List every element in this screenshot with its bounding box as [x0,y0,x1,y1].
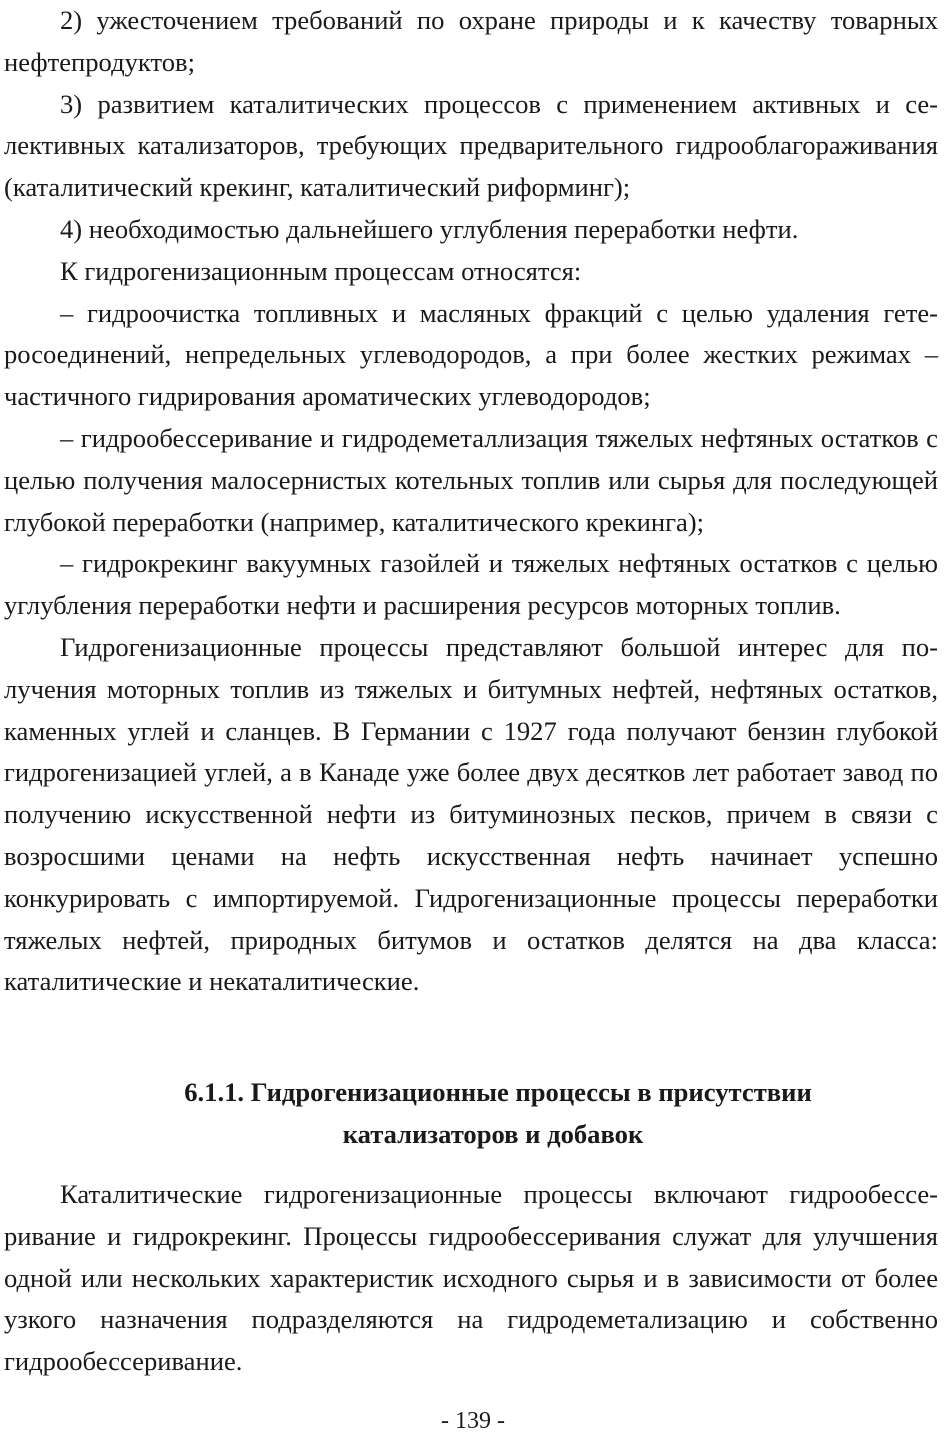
body-text-bottom [4,1174,938,1383]
paragraph: 2) ужесточением требований по охране природы и к качеству товарных нефтепродуктов; [4,5,938,77]
paragraph: – гидроочистка топливных и масляных фракций с целью удаления гетеросоединений, непредельных углеводородов, а при более жестких режимах – частичного гидрирования ароматических углеводородов; [4,297,938,412]
paragraph: – гидрообессеривание и гидродеметаллизация тяжелых нефтяных остатков с целью получения малосернистых котельных топлив или сырья для последующей глубокой переработки (например, каталитического крекинга); [4,422,938,537]
body-text-top [4,0,938,1003]
paragraph: Каталитические гидрогенизационные процессы включают гидрообессеривание и гидрокрекинг. Процессы гидрообессеривания служат для улучшения одной или нескольких характеристик исходного сырья и в зависимости от более узкого назначения подразделяются на гидродеметализацию и собственно гидрообессеривание. [4,1179,938,1377]
section-heading [0,1072,946,1156]
paragraph: Гидрогенизационные процессы представляют большой интерес для получения моторных топлив из тяжелых и битумных нефтей, нефтяных остатков, каменных углей и сланцев. В Германии с 1927 года получают бензин глубокой гидрогенизацией углей, а в Канаде уже более двух десятков лет работает завод по получению искусственной нефти из битуминозных песков, причем в связи с возросшими ценами на нефть искусственная нефть начинает успешно конкурировать с импортируемой. Гидрогенизационные процессы переработки тяжелых нефтей, природных битумов и остатков делятся на два класса: каталитические и некаталитические. [4,631,938,997]
section-heading-line: катализаторов и добавок [342,1118,644,1149]
paragraph: – гидрокрекинг вакуумных газойлей и тяжелых нефтяных остатков с целью углубления переработки нефти и расширения ресурсов моторных топлив. [4,548,938,621]
paragraph: 3) развитием каталитических процессов с применением активных и селективных катализаторов, требующих предварительного гидрооблагораживания (каталитический крекинг, каталитический риформинг); [4,88,938,203]
paragraph: К гидрогенизационным процессам относятся: [60,255,582,286]
page-number: - 139 - [441,1408,505,1434]
paragraph: 4) необходимостью дальнейшего углубления переработки нефти. [60,213,799,244]
section-heading-line: 6.1.1. Гидрогенизационные процессы в присутствии [184,1077,812,1107]
